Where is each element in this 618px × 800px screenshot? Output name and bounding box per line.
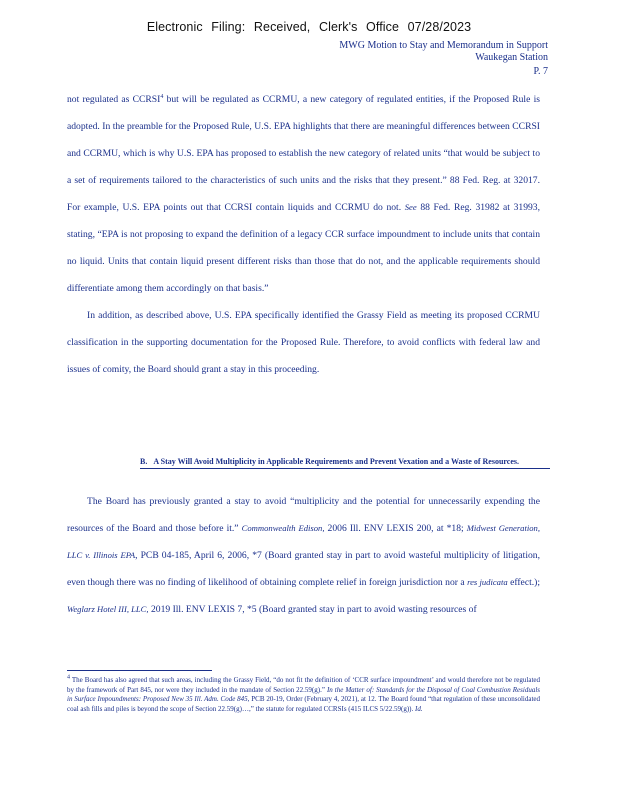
- citation-midwest: Midwest Generation, LLC v. Illinois EPA: [67, 523, 540, 560]
- footnote-divider: [67, 670, 212, 671]
- filing-stamp: Electronic Filing: Received, Clerk's Office 07/28/2023: [146, 20, 472, 34]
- header-station: Waukegan Station: [475, 52, 548, 63]
- footnote-4: $^4$ The Board has also agreed that such areas, including the Grassy Field, “do not fit the definition of ‘CCR surface impoundment’ and would therefore not be regulated by the framework of Part 845, nor were they included in the mandate of Section 22.59(g).” In the Matter of: Standards for the Disposal of Coal Combustion Residuals in Surface Impoundments: Proposed New 35 Ill. Adm. Code 845, PCB 20-19, Order (February 4, 2021), at 12. The Board found “that regulation of these unconsolidated coal ash fills and piles is beyond the scope of Section 22.59(g)…,” the statute for regulated CCRSIs (415 ILCS 5/22.59(g)). Id.: [67, 674, 541, 713]
- footnote-citation-id: Id.: [415, 704, 423, 713]
- section-heading-text: A Stay Will Avoid Multiplicity in Applicable Requirements and Prevent Vexation and a Waste of Resources.: [153, 457, 520, 466]
- section-heading-b: [140, 457, 550, 469]
- citation-weglarz: Weglarz Hotel III, LLC,: [67, 604, 149, 614]
- citation-res-judicata: res judicata: [467, 577, 508, 587]
- footnote-citation-matter: In the Matter of: Standards for the Disposal of Coal Combustion Residuals in Surface Impoundments: Proposed New 35 Ill. Adm. Code 845,: [67, 685, 540, 704]
- body-section-1: [67, 86, 540, 383]
- body-section-2: [67, 488, 540, 623]
- paragraph-3: The Board has previously granted a stay to avoid “multiplicity and the potential for unnecessarily expending the resources of the Board and those before it.” Commonwealth Edison, 2006 Ill. ENV LEXIS 200, at *18; Midwest Generation, LLC v. Illinois EPA, PCB 04-185, April 6, 2006, *7 (Board granted stay in part to avoid wasteful multiplicity of litigation, even though there was no finding of likelihood of obtaining complete relief in foreign jurisdiction nor a res judicata effect.); Weglarz Hotel III, LLC, 2019 Ill. ENV LEXIS 7, *5 (Board granted stay in part to avoid wasting resources of: [67, 496, 541, 615]
- footnote-number: 4: [67, 674, 70, 681]
- section-heading-letter: B.: [140, 457, 148, 466]
- page-number: P. 7: [533, 66, 548, 77]
- footnote-ref-4: 4: [160, 93, 164, 100]
- signal-see: See: [404, 202, 417, 212]
- header-title: MWG Motion to Stay and Memorandum in Support: [339, 40, 548, 51]
- paragraph-2: In addition, as described above, U.S. EPA specifically identified the Grassy Field as meeting its proposed CCRMU classification in the supporting documentation for the Proposed Rule. Therefore, to avoid conflicts with federal law and issues of comity, the Board should grant a stay in this proceeding.: [67, 310, 540, 375]
- citation-commonwealth: Commonwealth Edison,: [241, 523, 325, 533]
- paragraph-1: not regulated as CCRSI$^4$ but will be regulated as CCRMU, a new category of regulated entities, if the Proposed Rule is adopted. In the preamble for the Proposed Rule, U.S. EPA highlights that there are meaningful differences between CCRSI and CCRMU, which is why U.S. EPA has proposed to establish the new category of related units “that would be subject to a set of requirements tailored to the characteristics of such units and the risks that they present.” 88 Fed. Reg. at 32017. For example, U.S. EPA points out that CCRSI contain liquids and CCRMU do not. See 88 Fed. Reg. 31982 at 31993, stating, “EPA is not proposing to expand the definition of a legacy CCR surface impoundment to include units that contain no liquid. Units that contain liquid present different risks than those that do not, and the applicable requirements should differentiate among them accordingly on that basis.”: [67, 93, 540, 294]
